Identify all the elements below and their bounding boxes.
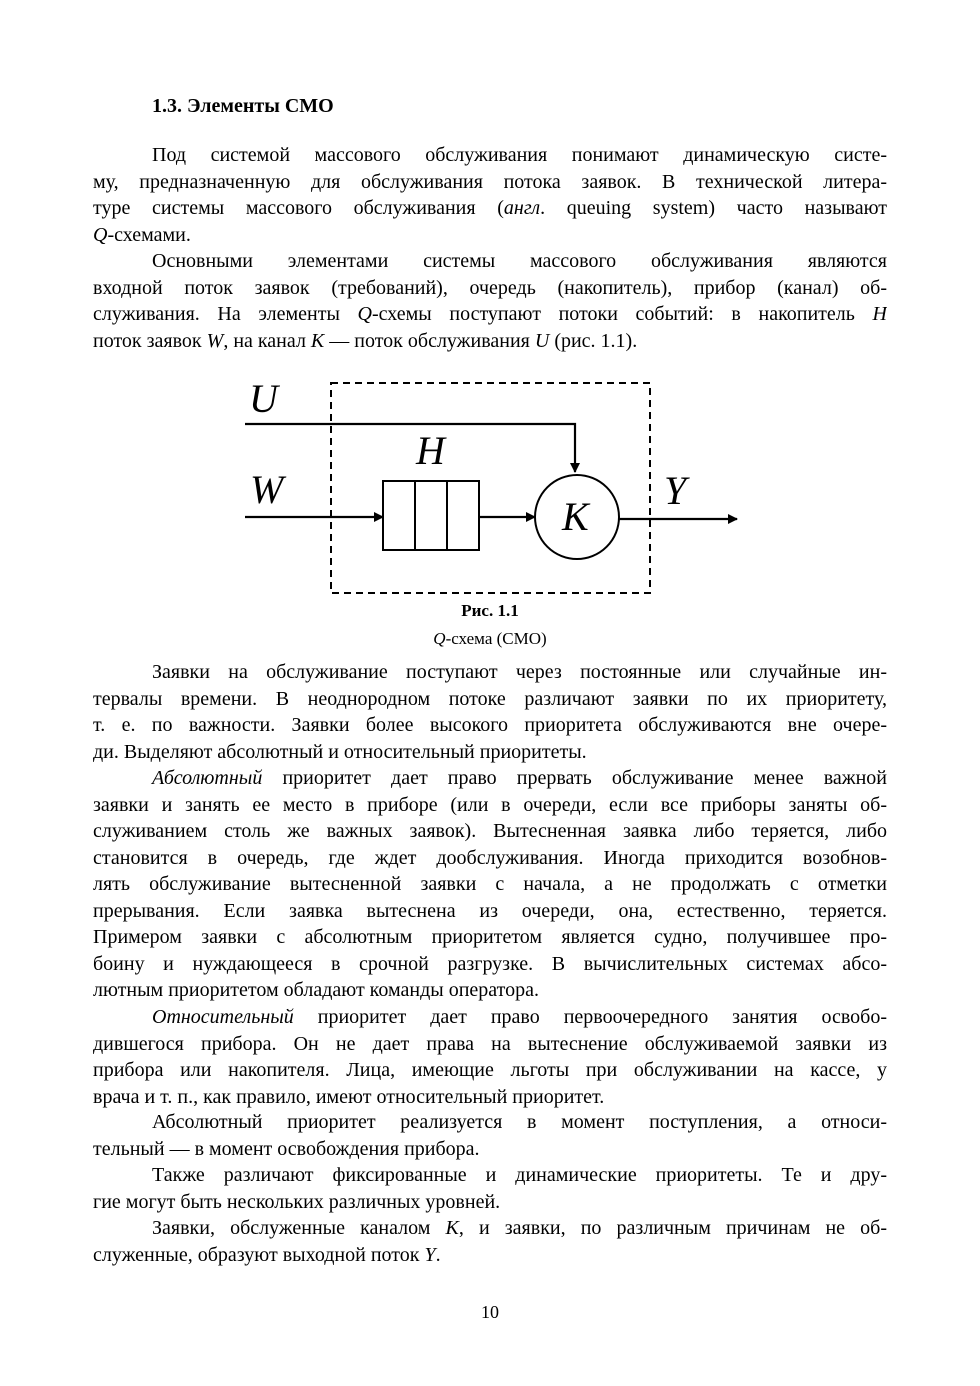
text-segment: заявки и занять ее место в приборе (или в очереди, если все приборы заняты об- xyxy=(93,793,887,816)
text-line xyxy=(93,1109,887,1136)
italic-text: Q xyxy=(93,223,108,246)
text-line xyxy=(93,659,887,686)
caption-text: -схема (СМО) xyxy=(445,629,547,648)
text-line xyxy=(93,1031,887,1058)
text-segment: . queuing system) часто называют xyxy=(540,197,887,219)
text-line xyxy=(93,977,887,1004)
figure-caption-title: Рис. 1.1 xyxy=(461,601,519,620)
paragraph xyxy=(93,659,887,765)
paragraph xyxy=(93,765,887,1004)
paragraph xyxy=(93,1162,887,1215)
text-segment: тервалы времени. В неоднородном потоке различают заявки по их приоритету, xyxy=(93,687,887,710)
text-segment: становится в очередь, где ждет дообслуживания. Иногда приходится возобнов- xyxy=(93,846,887,869)
label-h: H xyxy=(416,428,445,473)
text-segment: , на канал xyxy=(223,329,311,352)
text-line xyxy=(93,1162,887,1189)
text-segment: служенные, образуют выходной поток xyxy=(93,1243,425,1266)
text-segment: туре системы массового обслуживания ( xyxy=(93,197,504,219)
text-line xyxy=(93,1242,887,1269)
italic-text: англ xyxy=(503,197,541,219)
text-segment: Примером заявки с абсолютным приоритетом является судно, получившее про- xyxy=(93,926,887,948)
text-segment: т. е. по важности. Заявки более высокого приоритета обслуживаются вне очере- xyxy=(93,714,887,736)
text-segment: дившегося прибора. Он не дает права на вытеснение обслуживаемой заявки из xyxy=(93,1032,887,1055)
label-u: U xyxy=(249,376,278,421)
text-line xyxy=(93,712,887,739)
text-line xyxy=(93,739,887,766)
text-segment: входной поток заявок (требований), очередь (накопитель), прибор (канал) об- xyxy=(93,276,887,299)
text-segment: Заявки, обслуженные каналом xyxy=(152,1217,446,1239)
italic-text: Y xyxy=(424,1243,436,1266)
text-line xyxy=(93,1215,887,1242)
text-segment: -схемы поступают потоки событий: в накопитель xyxy=(371,303,873,325)
section-heading: 1.3. Элементы СМО xyxy=(152,95,334,117)
text-segment: поток заявок xyxy=(93,329,207,352)
paragraph xyxy=(93,1004,887,1110)
text-segment: лять обслуживание вытесненной заявки с начала, а не продолжать с отметки xyxy=(93,873,887,895)
text-segment: служиванием столь же важных заявок). Вытесненная заявка либо теряется, либо xyxy=(93,820,887,842)
text-segment: гие могут быть нескольких различных уровней. xyxy=(93,1190,501,1213)
text-line xyxy=(93,1004,887,1031)
text-segment: Основными элементами системы массового обслуживания являются xyxy=(152,250,887,272)
q-scheme-diagram xyxy=(0,0,980,600)
figure-caption xyxy=(0,629,980,649)
text-segment: Заявки на обслуживание поступают через постоянные или случайные ин- xyxy=(152,661,887,683)
text-segment: -схемами. xyxy=(107,223,191,246)
text-segment: , и заявки, по различным причинам не об- xyxy=(458,1217,887,1239)
label-k: K xyxy=(562,494,589,539)
text-segment: — поток обслуживания xyxy=(324,329,535,352)
text-segment: Также различают фиксированные и динамические приоритеты. Те и дру- xyxy=(152,1164,887,1186)
label-y: Y xyxy=(664,468,687,513)
text-segment: служивания. На элементы xyxy=(93,303,358,325)
text-line xyxy=(93,1189,887,1216)
text-line xyxy=(93,818,887,845)
text-line xyxy=(93,1084,887,1111)
text-segment: ди. Выделяют абсолютный и относительный приоритеты. xyxy=(93,740,587,763)
text-line xyxy=(93,951,887,978)
text-line xyxy=(93,871,887,898)
text-segment: прибора или накопителя. Лица, имеющие льготы при обслуживании на кассе, у xyxy=(93,1059,887,1081)
italic-text: U xyxy=(534,329,550,352)
italic-text: K xyxy=(310,329,325,352)
text-line xyxy=(93,792,887,819)
italic-text: Q xyxy=(357,303,372,325)
text-segment: Под системой массового обслуживания понимают динамическую систе- xyxy=(152,144,887,166)
text-segment: му, предназначенную для обслуживания потока заявок. В технической литера- xyxy=(93,170,887,193)
paragraph xyxy=(93,1109,887,1162)
text-segment: боину и нуждающееся в срочной разгрузке. В вычислительных системах абсо- xyxy=(93,952,887,975)
text-line xyxy=(93,845,887,872)
text-line xyxy=(93,686,887,713)
queue-box xyxy=(383,481,479,550)
italic-text: Абсолютный xyxy=(152,767,263,789)
page-number: 10 xyxy=(481,1302,499,1322)
text-segment: лютным приоритетом обладают команды оператора. xyxy=(93,979,540,1001)
text-line xyxy=(93,765,887,792)
label-w: W xyxy=(250,467,284,512)
italic-text: W xyxy=(206,329,224,352)
text-segment: Абсолютный приоритет реализуется в момент поступления, а относи- xyxy=(152,1111,887,1133)
text-segment: . xyxy=(435,1243,441,1266)
text-segment: прерывания. Если заявка вытеснена из очереди, она, естественно, теряется. xyxy=(93,899,887,922)
text-segment: тельный — в момент освобождения прибора. xyxy=(93,1137,480,1160)
text-segment: приоритет дает право первоочередного занятия освобо- xyxy=(293,1006,887,1028)
caption-q: Q xyxy=(433,629,446,648)
text-segment: врача и т. п., как правило, имеют относительный приоритет. xyxy=(93,1085,605,1108)
text-line xyxy=(93,924,887,951)
text-line xyxy=(93,1136,887,1163)
text-line xyxy=(93,898,887,925)
text-line xyxy=(93,1057,887,1084)
text-segment: приоритет дает право прервать обслуживание менее важной xyxy=(262,767,887,789)
italic-text: Относительный xyxy=(152,1006,294,1028)
italic-text: K xyxy=(445,1217,459,1239)
u-flow-arrow xyxy=(245,424,575,472)
paragraph xyxy=(93,1215,887,1268)
text-segment: (рис. 1.1). xyxy=(549,329,638,352)
italic-text: H xyxy=(872,303,887,325)
